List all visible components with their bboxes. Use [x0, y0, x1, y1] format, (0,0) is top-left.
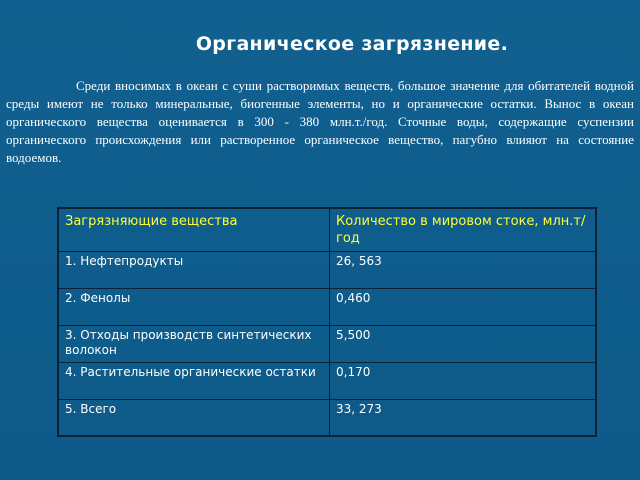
- cell-amount-total: 33, 273: [330, 400, 596, 436]
- cell-pollutant: 1. Нефтепродукты: [59, 252, 330, 289]
- table-row: [59, 326, 596, 363]
- table-row-total: [59, 400, 596, 436]
- table-header-row: [59, 209, 596, 252]
- cell-pollutant-total: 5. Всего: [59, 400, 330, 436]
- cell-pollutant: 4. Растительные органические остатки: [59, 363, 330, 400]
- cell-pollutant: 2. Фенолы: [59, 289, 330, 326]
- header-amount: Количество в мировом стоке, млн.т/год: [330, 209, 596, 252]
- page-title: Органическое загрязнение.: [195, 33, 509, 55]
- header-pollutants: Загрязняющие вещества: [59, 209, 330, 252]
- cell-amount: 0,460: [330, 289, 596, 326]
- cell-amount: 26, 563: [330, 252, 596, 289]
- cell-amount: 5,500: [330, 326, 596, 363]
- pollutants-table: [57, 207, 597, 437]
- intro-paragraph: Среди вносимых в океан с суши растворимых веществ, большое значение для обитателей водной среды имеют не только минеральные, биогенные элементы, но и органические остатки. Вынос в океан органического вещества оценивается в 300 - 380 млн.т./год. Сточные воды, содержащие суспензии органического происхождения или растворенное органическое вещество, пагубно влияют на состояние водоемов.: [6, 78, 634, 165]
- cell-amount: 0,170: [330, 363, 596, 400]
- table-row: [59, 289, 596, 326]
- cell-pollutant: 3. Отходы производств синтетических волокон: [59, 326, 330, 363]
- table-row: [59, 252, 596, 289]
- table-row: [59, 363, 596, 400]
